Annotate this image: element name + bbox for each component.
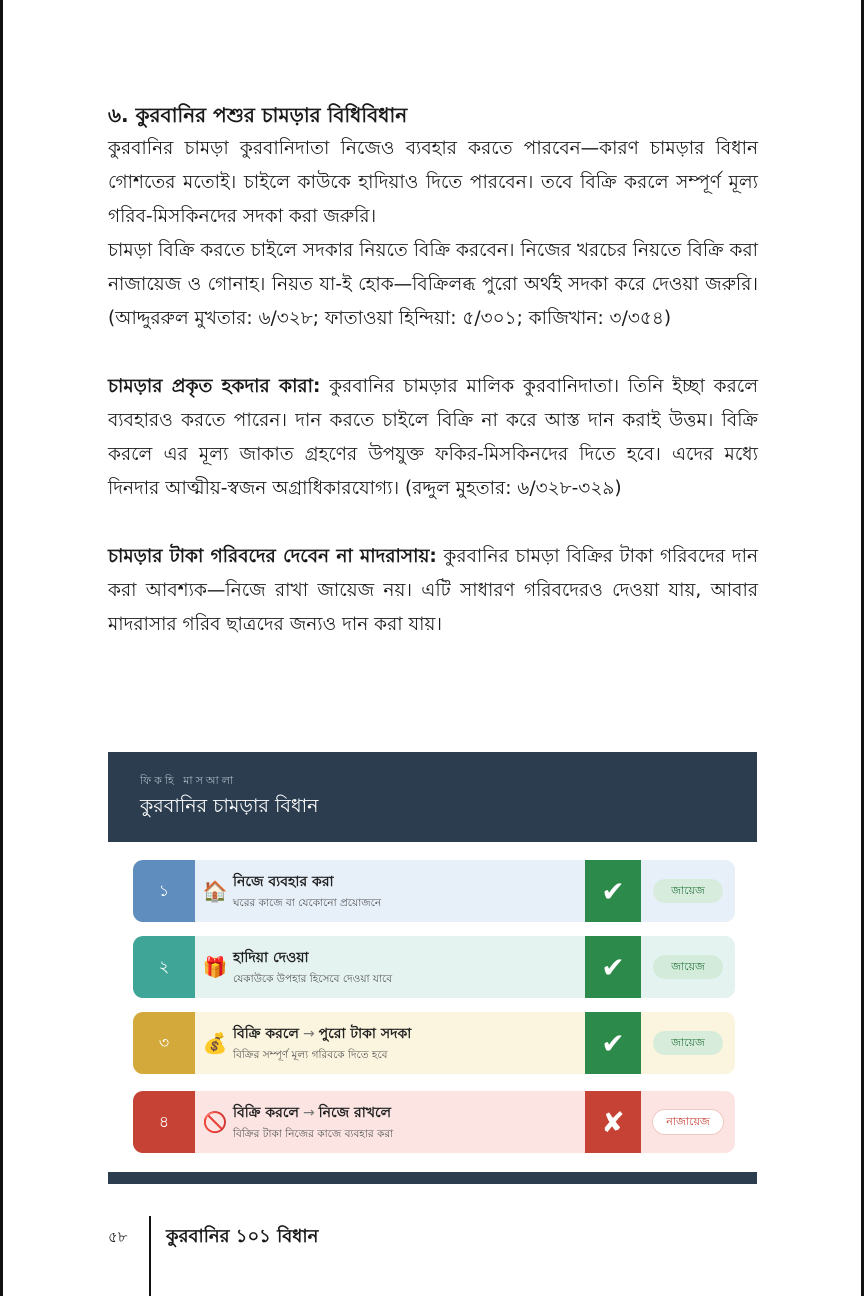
page-border-left <box>0 0 3 1296</box>
paragraph-3-text: কুরবানির চামড়ার মালিক কুরবানিদাতা। তিনি ইচ্ছা করলে ব্যবহারও করতে পারেন। দান করতে চাইলে বিক্রি না করে আস্ত দান করাই উত্তম। বিক্রি করলে এর মূল্য জাকাত গ্রহণের উপযুক্ত ফকির-মিসকিনদের দিতে হবে। এদের মধ্যে দিনদার আত্মীয়-স্বজন অগ্রাধিকারযোগ্য। (রদ্দুল মুহতার: ৬/৩২৮-৩২৯) <box>108 376 758 499</box>
prohibited-icon: 🚫 <box>202 1110 228 1134</box>
row-number: ২ <box>133 936 195 998</box>
row-subtitle: বিক্রির সম্পূর্ণ মূল্য গরিবকে দিতে হবে <box>233 1049 388 1061</box>
status-badge: জায়েজ <box>653 879 723 903</box>
row-number: ৪ <box>133 1091 195 1153</box>
paragraph-1: কুরবানির চামড়া কুরবানিদাতা নিজেও ব্যবহার করতে পারবেন—কারণ চামড়ার বিধান গোশতের মতোই। চাইলে কাউকে হাদিয়াও দিতে পারবেন। তবে বিক্রি করলে সম্পূর্ণ মূল্য গরিব-মিসকিনদের সদকা করা জরুরি। <box>108 138 758 227</box>
row-title-text: বিক্রি করলে <box>233 1105 299 1121</box>
status-badge: নাজায়েজ <box>653 1110 723 1134</box>
check-icon: ✔ <box>585 860 641 922</box>
row-title-result: নিজে রাখলে <box>318 1105 392 1121</box>
row-title-text: নিজে ব্যবহার করা <box>233 874 334 890</box>
check-icon: ✔ <box>585 936 641 998</box>
ruling-card <box>108 752 757 1184</box>
ruling-row <box>133 936 735 998</box>
book-title: কুরবানির ১০১ বিধান <box>166 1226 319 1247</box>
row-title <box>233 1022 411 1046</box>
card-kicker: ফিকহি মাসআলা <box>140 774 237 787</box>
card-title: কুরবানির চামড়ার বিধান <box>140 795 319 817</box>
paragraph-3 <box>108 370 758 506</box>
ruling-row <box>133 1091 735 1153</box>
money-bag-icon: 💰 <box>202 1031 228 1055</box>
footer-divider <box>149 1216 151 1296</box>
paragraph-2: চামড়া বিক্রি করতে চাইলে সদকার নিয়তে বিক্রি করবেন। নিজের খরচের নিয়তে বিক্রি করা নাজায়েজ ও গোনাহ। নিয়ত যা-ই হোক—বিক্রিলব্ধ পুরো অর্থই সদকা করে দেওয়া জরুরি। (আদ্দুররুল মুখতার: ৬/৩২৮; ফাতাওয়া হিন্দিয়া: ৫/৩০১; কাজিখান: ৩/৩৫৪) <box>108 240 758 329</box>
card-header <box>108 752 757 842</box>
status-badge: জায়েজ <box>653 1031 723 1055</box>
row-subtitle: ঘরের কাজে বা যেকোনো প্রয়োজনে <box>233 897 382 909</box>
paragraph-4-lead: চামড়ার টাকা গরিবদের দেবেন না মাদরাসায়: <box>108 546 437 567</box>
paragraph-4-text: কুরবানির চামড়া বিক্রির টাকা গরিবদের দান করা আবশ্যক—নিজে রাখা জায়েজ নয়। এটি সাধারণ গরিবদেরও দেওয়া যায়, আবার মাদরাসার গরিব ছাত্রদের জন্যও দান করা যায়। <box>108 546 758 635</box>
house-icon: 🏠 <box>202 879 228 903</box>
section-heading: ৬. কুরবানির পশুর চামড়ার বিধিবিধান <box>108 103 408 127</box>
paragraph-4 <box>108 540 758 642</box>
page-number: ৫৮ <box>108 1228 128 1246</box>
status-badge: জায়েজ <box>653 955 723 979</box>
card-footer-bar <box>108 1172 757 1184</box>
gift-icon: 🎁 <box>202 955 228 979</box>
paragraph-3-lead: চামড়ার প্রকৃত হকদার কারা: <box>108 376 321 397</box>
arrow-right-icon: → <box>302 1026 315 1042</box>
main-text <box>108 100 758 642</box>
ruling-row <box>133 860 735 922</box>
row-title <box>233 870 334 894</box>
row-subtitle: বিক্রির টাকা নিজের কাজে ব্যবহার করা <box>233 1128 394 1140</box>
row-title-text: হাদিয়া দেওয়া <box>233 950 309 966</box>
check-icon: ✔ <box>585 1012 641 1074</box>
ruling-row <box>133 1012 735 1074</box>
row-title <box>233 946 309 970</box>
row-subtitle: যেকাউকে উপহার হিসেবে দেওয়া যাবে <box>233 973 393 985</box>
row-number: ৩ <box>133 1012 195 1074</box>
row-title <box>233 1101 391 1125</box>
row-number: ১ <box>133 860 195 922</box>
arrow-right-icon: → <box>302 1105 315 1121</box>
row-title-result: পুরো টাকা সদকা <box>318 1026 412 1042</box>
cross-icon: ✘ <box>585 1091 641 1153</box>
row-title-text: বিক্রি করলে <box>233 1026 299 1042</box>
